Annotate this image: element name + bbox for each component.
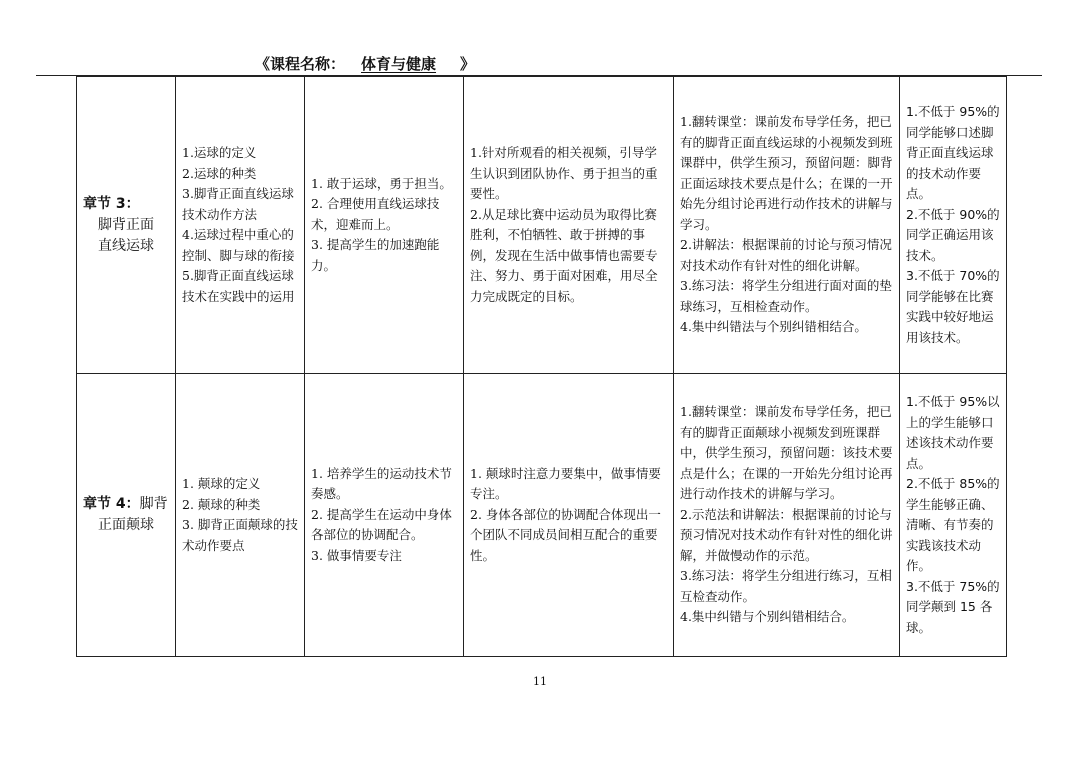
list-item: 2.运球的种类 <box>182 165 257 181</box>
list-item: 1.不低于 95%的同学能够口述脚背正面直线运球的技术动作要点。 <box>906 104 1000 201</box>
chapter-cell <box>77 374 176 657</box>
list-item: 3. 做事情要专注 <box>311 547 402 563</box>
ideology-cell <box>464 374 674 657</box>
chapter-title-tail: 脚背 <box>139 496 168 512</box>
goals-cell <box>305 374 464 657</box>
list-item: 4.运球过程中重心的控制、脚与球的衔接 <box>182 227 295 263</box>
methods-cell <box>674 374 900 657</box>
course-header-prefix: 《课程名称： <box>255 55 346 73</box>
list-item: 3. 提高学生的加速跑能力。 <box>311 237 440 273</box>
list-item: 2. 合理使用直线运球技术，迎难而上。 <box>311 196 440 232</box>
assessment-cell <box>900 77 1007 374</box>
chapter-title-line: 脚背正面 <box>98 216 154 233</box>
content-cell <box>176 374 305 657</box>
ideology-cell <box>464 77 674 374</box>
list-item: 3. 脚背正面颠球的技术动作要点 <box>182 517 298 553</box>
list-item: 2. 提高学生在运动中身体各部位的协调配合。 <box>311 506 452 543</box>
list-item: 2.示范法和讲解法：根据课前的讨论与预习情况对技术动作有针对性的细化讲解，并做慢动作的示范。 <box>680 506 893 563</box>
chapter-title-line: 正面颠球 <box>98 517 154 533</box>
list-item: 1. 颠球时注意力要集中，做事情要专注。 <box>470 465 661 502</box>
content-cell <box>176 77 305 374</box>
course-name: 体育与健康 <box>361 55 437 73</box>
list-item: 2.从足球比赛中运动员为取得比赛胜利，不怕牺牲、敢于拼搏的事例，发现在生活中做事情也需要专注、努力、勇于面对困难，用尽全力完成既定的目标。 <box>470 206 658 304</box>
list-item: 2.讲解法：根据课前的讨论与预习情况对技术动作有针对性的细化讲解。 <box>680 237 892 273</box>
list-item: 2.不低于 90%的同学正确运用该技术。 <box>906 206 1000 263</box>
list-item: 4.集中纠错法与个别纠错相结合。 <box>680 319 867 335</box>
list-item: 1.翻转课堂：课前发布导学任务，把已有的脚背正面颠球小视频发到班课群中，供学生预习，预留问题：该技术要点是什么；在课的一开始先分组讨论再进行动作技术的讲解与学习。 <box>680 404 893 502</box>
list-item: 1.翻转课堂：课前发布导学任务，把已有的脚背正面直线运球的小视频发到班课群中，供学生预习，预留问题：脚背正面运球技术要点是什么；在课的一开始先分组讨论再进行动作技术的讲解与学习。 <box>680 114 893 232</box>
list-item: 1. 培养学生的运动技术节奏感。 <box>311 465 452 502</box>
list-item: 3.练习法：将学生分组进行面对面的垫球练习，互相检查动作。 <box>680 278 892 314</box>
chapter-title-line: 直线运球 <box>98 237 154 254</box>
table-row <box>77 77 1007 374</box>
list-item: 3.不低于 70%的同学能够在比赛实践中较好地运用该技术。 <box>906 268 1000 345</box>
chapter-label: 章节 4：脚背 <box>83 496 168 512</box>
table-row <box>77 374 1007 657</box>
list-item: 1. 敢于运球，勇于担当。 <box>311 175 452 191</box>
list-item: 2. 身体各部位的协调配合体现出一个团队不同成员间相互配合的重要性。 <box>470 506 661 563</box>
list-item: 3.不低于 75%的同学颠到 15 各球。 <box>906 578 1000 635</box>
goals-cell <box>305 77 464 374</box>
course-header <box>255 53 475 74</box>
chapter-label: 章节 3： <box>83 195 140 212</box>
list-item: 5.脚背正面直线运球技术在实践中的运用 <box>182 268 295 304</box>
assessment-cell <box>900 374 1007 657</box>
course-header-suffix: 》 <box>460 55 476 73</box>
list-item: 2.不低于 85%的学生能够正确、清晰、有节奏的实践该技术动作。 <box>906 476 1000 573</box>
chapter-cell <box>77 77 176 374</box>
list-item: 3.练习法：将学生分组进行练习，互相互检查动作。 <box>680 568 892 604</box>
methods-cell <box>674 77 900 374</box>
list-item: 1.不低于 95%以上的学生能够口述该技术动作要点。 <box>906 394 1000 471</box>
list-item: 1. 颠球的定义 <box>182 476 261 491</box>
list-item: 4.集中纠错与个别纠错相结合。 <box>680 609 855 625</box>
list-item: 3.脚背正面直线运球技术动作方法 <box>182 186 294 222</box>
page-number: 11 <box>533 675 547 688</box>
list-item: 2. 颠球的种类 <box>182 496 261 512</box>
list-item: 1.针对所观看的相关视频，引导学生认识到团队协作、勇于担当的重要性。 <box>470 145 658 201</box>
list-item: 1.运球的定义 <box>182 145 257 160</box>
syllabus-table <box>76 76 1007 657</box>
